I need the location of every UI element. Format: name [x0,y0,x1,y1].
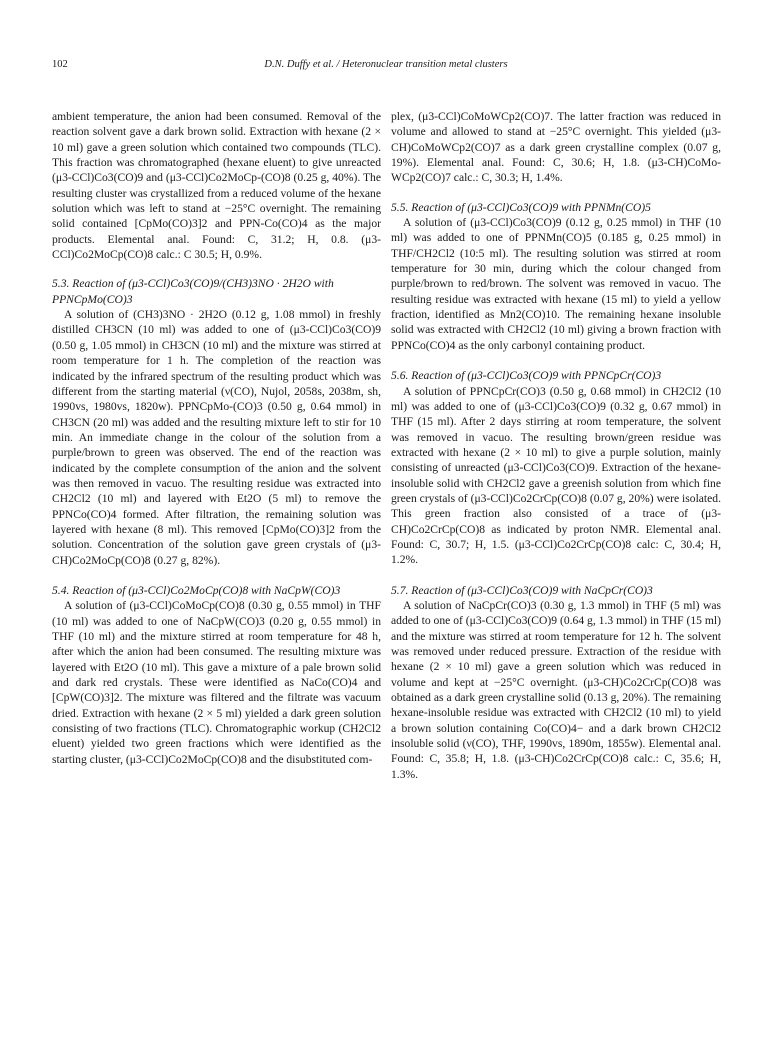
section-5-6-heading: 5.6. Reaction of (μ3-CCl)Co3(CO)9 with PPNCpCr(CO)3 [391,369,662,383]
section-5-6 [391,368,721,567]
section-5-4-body: A solution of (μ3-CCl)CoMoCp(CO)8 (0.30 g, 0.55 mmol) in THF (10 ml) was added to one of NaCpW(CO)3 (0.20 g, 0.55 mmol) in THF (10 ml) and the mixture stirred at room temperature for 48 h, after which the anion had been consumed. The resulting mixture was layered with Et2O (10 ml). This gave a mixture of a pale brown solid and dark red crystals. These were identified as NaCo(CO)4 and [CpW(CO)3]2. The mixture was filtered and the filtrate was vacuum dried. Extraction with hexane (2 × 5 ml) yielded a dark green solution consisting of two fractions (TLC). Chromatographic workup (CH2Cl2 eluent) yielded two green fractions which were identified as the starting cluster, (μ3-CCl)Co2MoCp(CO)8 and the disubstituted com- [52,599,381,766]
section-5-5-body: A solution of (μ3-CCl)Co3(CO)9 (0.12 g, 0.25 mmol) in THF (10 ml) was added to one of PPNMn(CO)5 (0.185 g, 0.25 mmol) in THF/CH2Cl2 (10:5 ml). The resulting solution was stirred at room temperature for 30 min, during which the colour changed from purple/brown to red/brown. The solvent was removed in vacuo. The resulting residue was extracted with hexane (15 ml) to yield a yellow fraction, identified as Mn2(CO)10. The remaining hexane insoluble solid was extracted with CH2Cl2 (10 ml) giving a brown fraction with PPNCo(CO)4 as the only carbonyl containing product. [391,216,721,352]
page-number: 102 [52,59,68,70]
section-5-3-heading: 5.3. Reaction of (μ3-CCl)Co3(CO)9/(CH3)3NO · 2H2O with PPNCpMo(CO)3 [52,277,334,306]
page-header [52,59,720,75]
section-5-4 [52,583,381,767]
section-5-6-body: A solution of PPNCpCr(CO)3 (0.50 g, 0.68 mmol) in CH2Cl2 (10 ml) was added to one of (μ3-CCl)Co3(CO)9 (0.32 g, 0.67 mmol) in THF (15 ml). After 2 days stirring at room temperature, the solvent was removed in vacuo. The resulting brown/green residue was extracted with hexane (2 × 10 ml) to give a purple solution, mainly consisting of unreacted (μ3-CCl)Co3(CO)9. Extraction of the hexane-insoluble solid with CH2Cl2 gave a greenish solution from which fine green crystals of (μ3-CCl)Co2CrCp(CO)8 (0.07 g, 20%) were isolated. This green fraction also consisted of a trace of (μ3-CH)Co2CrCp(CO)8 as indicated by proton NMR. Elemental anal. Found: C, 30.7; H, 1.5. (μ3-CCl)Co2CrCp(CO)8 calc: C, 30.4; H, 1.2%. [391,384,721,567]
section-5-4-heading: 5.4. Reaction of (μ3-CCl)Co2MoCp(CO)8 with NaCpW(CO)3 [52,583,341,597]
section-5-3-body: A solution of (CH3)3NO · 2H2O (0.12 g, 1.08 mmol) in freshly distilled CH3CN (10 ml) was added to one of (μ3-CCl)Co3(CO)9 (0.50 g, 1.05 mmol) in CH3CN (10 ml) and the mixture was stirred at room temperature for 1 h. The completion of the reaction was indicated by the infrared spectrum of the resulting product which was different from the starting material (ν(CO), Nujol, 2058s, 2038m, sh, 1990vs, 1980vs, 1820w). PPNCpMo-(CO)3 (0.50 g, 0.64 mmol) in CH3CN (20 ml) was added and the resulting mixture left to stir for 10 min. An immediate change in the colour of the solution from a purple/brown to green was observed. The end of the reaction was indicated by the complete consumption of the anion and the solvent was then removed in vacuo. The resulting residue was extracted into CH2Cl2 (10 ml) and layered with Et2O (5 ml) to remove the PPNCo(CO)4 formed. After filtration, the remaining solution was layered with hexane (8 ml). This removed [CpMo(CO)3]2 from the solution. Concentration of the solution gave green crystals of (μ3-CH)Co2MoCp(CO)8 (0.27 g, 82%). [52,308,381,567]
right-column [391,109,721,782]
paragraph-continuation-right: plex, (μ3-CCl)CoMoWCp2(CO)7. The latter fraction was reduced in volume and allowed to stand at −25°C overnight. This yielded (μ3-CH)CoMoWCp2(CO)7 as a dark green crystalline complex (0.07 g, 19%). Elemental anal. Found: C, 30.6; H, 1.8. (μ3-CH)CoMo-WCp2(CO)7 calc.: C, 30.3; H, 1.4%. [391,110,721,185]
section-5-3 [52,276,381,568]
paragraph-continuation-left: ambient temperature, the anion had been consumed. Removal of the reaction solvent gave a dark brown solid. Extraction with hexane (2 × 10 ml) gave a green solution which contained two compounds (TLC). This fraction was chromatographed (hexane eluent) to give unreacted (μ3-CCl)Co3(CO)9 and (μ3-CCl)Co2MoCp-(CO)8 (0.25 g, 40%). The resulting cluster was crystallized from a reduced volume of the hexane solution which was left to stand at −25°C overnight. The remaining solid contained [CpMo(CO)3]2 and PPN-Co(CO)4 as the major products. Elemental anal. Found: C, 31.2; H, 0.8. (μ3-CCl)Co2MoCp(CO)8 calc.: C 30.5; H, 0.9%. [52,110,381,262]
left-column [52,109,381,767]
section-5-7 [391,583,721,782]
section-5-5-heading: 5.5. Reaction of (μ3-CCl)Co3(CO)9 with PPNMn(CO)5 [391,200,651,214]
section-5-7-body: A solution of NaCpCr(CO)3 (0.30 g, 1.3 mmol) in THF (5 ml) was added to one of (μ3-CCl)Co3(CO)9 (0.64 g, 1.3 mmol) in THF (15 ml) and the mixture was stirred at room temperature for 12 h. The solvent was removed under reduced pressure. Extraction of the residue with hexane (2 × 10 ml) gave a green solution which was reduced in volume and kept at −25°C overnight. (μ3-CH)Co2CrCp(CO)8 was obtained as a dark green crystalline solid (0.13 g, 20%). The remaining hexane-insoluble residue was extracted with CH2Cl2 (10 ml) to yield a brown solution containing Co(CO)4− and a dark brown CH2Cl2 insoluble solid (ν(CO), THF, 1990vs, 1890m, 1855w). Elemental anal. Found: C, 35.8; H, 1.8. (μ3-CH)Co2CrCp(CO)8 calc.: C, 35.6; H, 1.3%. [391,598,721,781]
section-5-5 [391,200,721,353]
section-5-7-heading: 5.7. Reaction of (μ3-CCl)Co3(CO)9 with NaCpCr(CO)3 [391,583,653,597]
running-head: D.N. Duffy et al. / Heteronuclear transition metal clusters [264,59,508,70]
